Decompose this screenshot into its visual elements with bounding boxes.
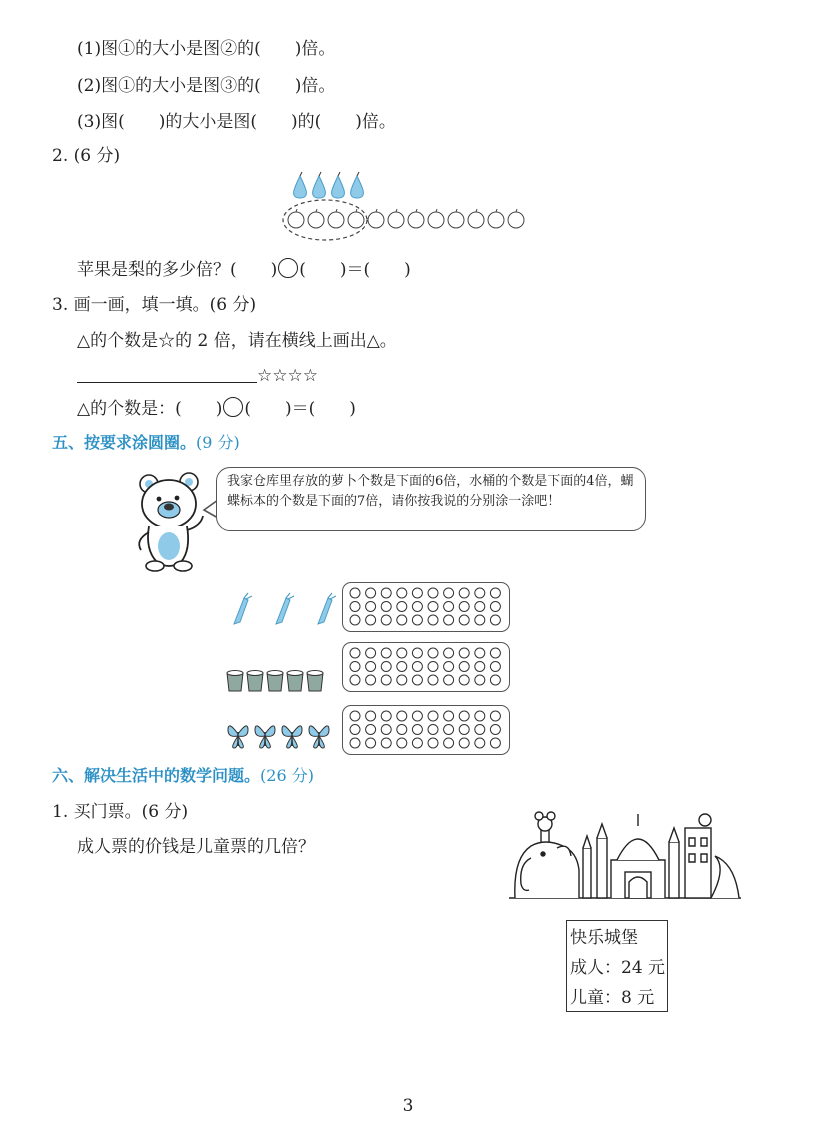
fill-circle[interactable] <box>366 648 376 658</box>
fill-circle[interactable] <box>459 588 469 598</box>
fill-circle[interactable] <box>381 602 391 612</box>
butterflies <box>224 716 336 752</box>
fill-circle[interactable] <box>366 738 376 748</box>
bucket-icon <box>307 671 323 692</box>
fill-circle[interactable] <box>350 648 360 658</box>
section-5-points: (9 分) <box>196 433 240 452</box>
operator-circle[interactable] <box>223 397 243 417</box>
butterfly-icon <box>282 726 302 748</box>
bucket-icon <box>287 671 303 692</box>
q3-title: 3. 画一画，填一填。(6 分) <box>52 295 257 315</box>
fill-circle[interactable] <box>381 738 391 748</box>
speech-bubble <box>216 467 646 531</box>
fill-circle[interactable] <box>397 675 407 685</box>
fill-circle[interactable] <box>397 662 407 672</box>
fill-circle[interactable] <box>444 711 454 721</box>
section-6-heading: 六、解决生活中的数学问题。 <box>52 766 261 785</box>
section-6-title <box>52 765 314 787</box>
apple-icon <box>468 209 484 228</box>
pear-icon <box>294 172 307 198</box>
fill-circle[interactable] <box>444 662 454 672</box>
fill-circle[interactable] <box>490 738 500 748</box>
fill-circle[interactable] <box>366 675 376 685</box>
fill-circle[interactable] <box>381 615 391 625</box>
fill-circle[interactable] <box>366 588 376 598</box>
fill-circle[interactable] <box>459 675 469 685</box>
fill-circle[interactable] <box>490 662 500 672</box>
operator-circle[interactable] <box>278 258 298 278</box>
fill-circle[interactable] <box>397 711 407 721</box>
fill-circle[interactable] <box>350 662 360 672</box>
fill-circle[interactable] <box>366 662 376 672</box>
apple-icons <box>288 209 524 228</box>
speech-text: 我家仓库里存放的萝卜个数是下面的6倍，水桶的个数是下面的4倍，蝴蝶标本的个数是下面的7倍，请你按我说的分别涂一涂吧！ <box>227 474 634 509</box>
draw-line[interactable] <box>77 364 257 383</box>
q1-line-1: (1)图①的大小是图②的( )倍。 <box>77 39 336 59</box>
ticket-adult-price: 成人：24 元 <box>570 958 666 978</box>
fill-circle[interactable] <box>444 675 454 685</box>
fill-circle[interactable] <box>381 711 391 721</box>
fill-circle[interactable] <box>444 615 454 625</box>
fill-circle[interactable] <box>397 588 407 598</box>
fill-circle[interactable] <box>428 711 438 721</box>
apple-icon <box>408 209 424 228</box>
bear-icon <box>135 470 215 575</box>
fill-circle[interactable] <box>475 602 485 612</box>
fill-circle[interactable] <box>490 648 500 658</box>
fill-circle[interactable] <box>428 675 438 685</box>
fill-circle[interactable] <box>350 725 360 735</box>
fill-circle[interactable] <box>412 662 422 672</box>
fill-circle[interactable] <box>475 711 485 721</box>
bucket-icon <box>247 671 263 692</box>
buckets <box>224 665 334 695</box>
ticket-child-price: 儿童：8 元 <box>570 988 655 1008</box>
castle-elephant-illustration <box>505 798 745 902</box>
fill-circle[interactable] <box>412 675 422 685</box>
fill-circle[interactable] <box>459 662 469 672</box>
fill-circle[interactable] <box>412 615 422 625</box>
fill-circle[interactable] <box>397 738 407 748</box>
apple-icon <box>388 209 404 228</box>
q2-question-b: ( )＝( ) <box>299 260 411 280</box>
q3-draw-row <box>77 364 318 387</box>
q3-answer-a: △的个数是：( ) <box>77 399 223 419</box>
fill-circle[interactable] <box>490 725 500 735</box>
fill-circle[interactable] <box>475 615 485 625</box>
stars: ☆☆☆☆ <box>257 366 318 386</box>
fill-circle[interactable] <box>350 588 360 598</box>
fill-circle[interactable] <box>459 725 469 735</box>
q1-line-3: (3)图( )的大小是图( )的( )倍。 <box>77 112 396 132</box>
butterfly-icon <box>255 726 275 748</box>
q2-question <box>77 258 411 281</box>
fill-circle[interactable] <box>428 648 438 658</box>
apple-icon <box>348 209 364 228</box>
fill-circle[interactable] <box>475 738 485 748</box>
fill-circle[interactable] <box>428 725 438 735</box>
bucket-icon <box>267 671 283 692</box>
circle-grid[interactable] <box>343 643 509 691</box>
fill-circle[interactable] <box>490 615 500 625</box>
section-5-heading: 五、按要求涂圆圈。 <box>52 433 197 452</box>
fill-circle[interactable] <box>350 602 360 612</box>
fill-circle[interactable] <box>412 738 422 748</box>
fill-circle[interactable] <box>381 662 391 672</box>
q3-answer <box>77 397 356 420</box>
pear-icon <box>313 172 326 198</box>
sec6-q1-title: 1. 买门票。(6 分) <box>52 802 189 822</box>
fill-circle[interactable] <box>412 602 422 612</box>
fill-circle[interactable] <box>350 615 360 625</box>
q3-answer-b: ( )＝( ) <box>244 399 356 419</box>
q1-line-2: (2)图①的大小是图③的( )倍。 <box>77 76 336 96</box>
fill-circle[interactable] <box>444 648 454 658</box>
apple-icon <box>488 209 504 228</box>
fill-circle[interactable] <box>350 675 360 685</box>
fill-circle[interactable] <box>444 725 454 735</box>
pear-icon <box>332 172 345 198</box>
fill-circle[interactable] <box>475 588 485 598</box>
q3-instruction: △的个数是☆的 2 倍，请在横线上画出△。 <box>77 331 397 351</box>
bucket-icon <box>227 671 243 692</box>
sec6-q1-text: 成人票的价钱是儿童票的几倍？ <box>77 837 315 857</box>
page-number: 3 <box>402 1096 414 1116</box>
fill-circle[interactable] <box>475 662 485 672</box>
fill-circle[interactable] <box>444 588 454 598</box>
fill-circle[interactable] <box>475 648 485 658</box>
fill-circle[interactable] <box>490 588 500 598</box>
fill-circle[interactable] <box>412 725 422 735</box>
fill-circle[interactable] <box>350 711 360 721</box>
fill-circle[interactable] <box>428 738 438 748</box>
butterfly-icon <box>309 726 329 748</box>
fill-circle[interactable] <box>412 711 422 721</box>
fill-circle[interactable] <box>475 725 485 735</box>
apple-icon <box>368 209 384 228</box>
fill-circle[interactable] <box>444 602 454 612</box>
fill-circle[interactable] <box>381 648 391 658</box>
fill-circle[interactable] <box>397 648 407 658</box>
fill-circle[interactable] <box>350 738 360 748</box>
fill-circle[interactable] <box>459 648 469 658</box>
fill-circle[interactable] <box>428 602 438 612</box>
fill-circle[interactable] <box>381 675 391 685</box>
q2-title: 2. (6 分) <box>52 146 121 166</box>
fill-circle[interactable] <box>397 602 407 612</box>
apple-icon <box>308 209 324 228</box>
fill-circle[interactable] <box>412 648 422 658</box>
fill-circle[interactable] <box>444 738 454 748</box>
fill-circle[interactable] <box>459 615 469 625</box>
fill-circle[interactable] <box>490 675 500 685</box>
fill-circle[interactable] <box>459 602 469 612</box>
q2-question-a: 苹果是梨的多少倍？( ) <box>77 260 278 280</box>
fill-circle[interactable] <box>366 602 376 612</box>
apple-icon <box>448 209 464 228</box>
circle-box-bucket[interactable] <box>342 642 510 692</box>
apple-icon <box>328 209 344 228</box>
section-5-title <box>52 432 240 454</box>
pear-icons <box>294 172 364 198</box>
fill-circle[interactable] <box>366 615 376 625</box>
carrot-icon <box>318 593 336 624</box>
circle-grid[interactable] <box>343 706 509 754</box>
section-6-points: (26 分) <box>260 766 314 785</box>
circle-grid[interactable] <box>343 583 509 631</box>
fill-circle[interactable] <box>459 711 469 721</box>
fill-circle[interactable] <box>490 711 500 721</box>
fill-circle[interactable] <box>412 588 422 598</box>
carrot-icon <box>234 593 252 624</box>
circle-box-carrot[interactable] <box>342 582 510 632</box>
apple-icon <box>508 209 524 228</box>
pear-icon <box>351 172 364 198</box>
fill-circle[interactable] <box>381 588 391 598</box>
carrots <box>224 592 344 626</box>
fill-circle[interactable] <box>459 738 469 748</box>
pears-apples-figure <box>270 170 540 245</box>
fill-circle[interactable] <box>428 662 438 672</box>
fill-circle[interactable] <box>397 615 407 625</box>
apple-icon <box>288 209 304 228</box>
carrot-icon <box>276 593 294 624</box>
fill-circle[interactable] <box>490 602 500 612</box>
fill-circle[interactable] <box>366 711 376 721</box>
circle-box-butterfly[interactable] <box>342 705 510 755</box>
fill-circle[interactable] <box>381 725 391 735</box>
fill-circle[interactable] <box>475 675 485 685</box>
apple-icon <box>428 209 444 228</box>
ticket-price-box <box>566 920 668 1012</box>
fill-circle[interactable] <box>428 615 438 625</box>
butterfly-icon <box>228 726 248 748</box>
fill-circle[interactable] <box>366 725 376 735</box>
fill-circle[interactable] <box>428 588 438 598</box>
fill-circle[interactable] <box>397 725 407 735</box>
ticket-name: 快乐城堡 <box>570 928 638 948</box>
